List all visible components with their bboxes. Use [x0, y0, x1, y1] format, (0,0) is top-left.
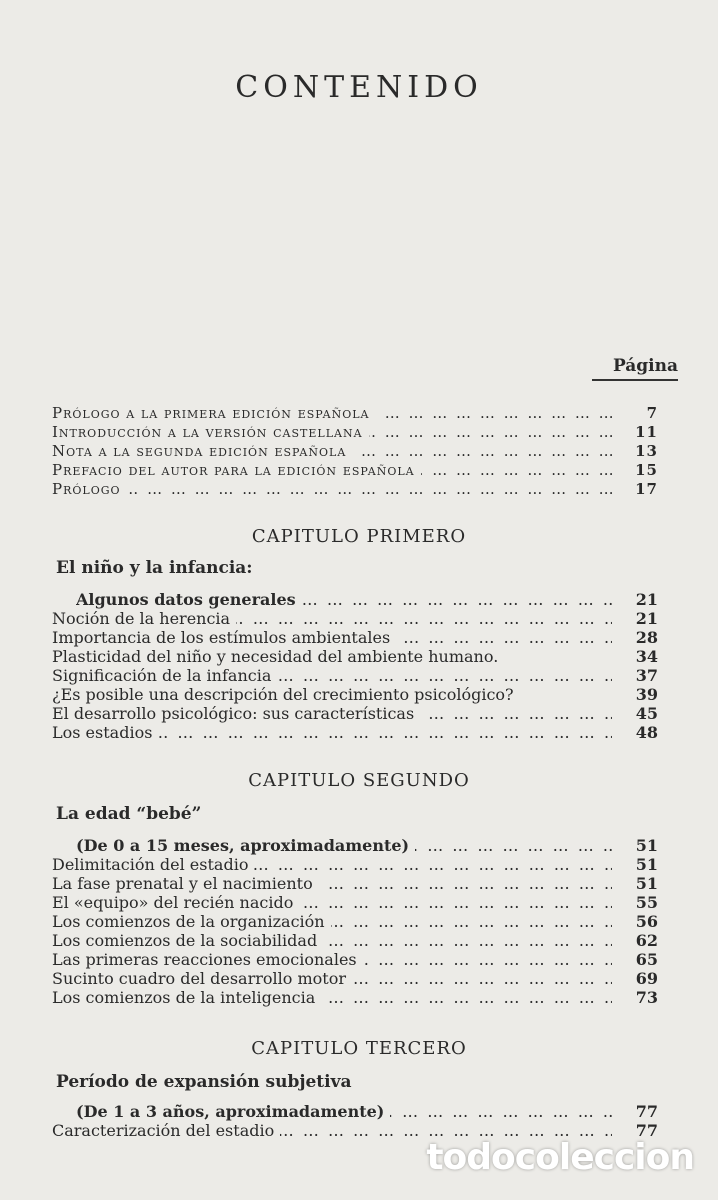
page-number: 69	[635, 969, 658, 988]
toc-entry: Las primeras reacciones emocionales … … … … … … … … … … … … … … … … … … … … … … … … … … … … … … … … 65	[52, 950, 658, 969]
toc-entry: La fase prenatal y el nacimiento … … … … … … … … … … … … … … … … … … … … … … … … … … … … … … … … 51	[52, 874, 658, 893]
page-number: 65	[635, 950, 658, 969]
page-number: 13	[635, 442, 658, 460]
page-number: 17	[635, 480, 658, 498]
toc-entry: Los estadios … … … … … … … … … … … … … … … … … … … … … … … … … … … … … … … … 48	[52, 723, 658, 742]
page-number: 48	[635, 723, 658, 742]
toc-entry: Significación de la infancia … … … … … … … … … … … … … … … … … … … … … … … … … … … … … … … … 37	[52, 666, 658, 685]
toc-subsection: (De 1 a 3 años, aproximadamente) … … … … … … … … … … … … … … … … … … … … … … … … … … … … … … … … 77	[52, 1102, 658, 1121]
page-number: 51	[635, 855, 658, 874]
page-number: 11	[635, 423, 658, 441]
chapter1-list	[52, 590, 658, 742]
page-number: 21	[635, 609, 658, 628]
page-number: 51	[635, 874, 658, 893]
page-number: 56	[635, 912, 658, 931]
toc-entry: El desarrollo psicológico: sus características … … … … … … … … … … … … … … … … … … … … … … … … … … … … … … … … 45	[52, 704, 658, 723]
watermark-logo: todocoleccion	[426, 1137, 694, 1178]
toc-entry: Los comienzos de la organización … … … … … … … … … … … … … … … … … … … … … … … … … … … … … … … … 56	[52, 912, 658, 931]
page-number: 62	[635, 931, 658, 950]
page-number: 37	[635, 666, 658, 685]
toc-entry: Sucinto cuadro del desarrollo motor … … … … … … … … … … … … … … … … … … … … … … … … … … … … … … … … 69	[52, 969, 658, 988]
page-number: 51	[635, 836, 658, 855]
toc-subsection: Algunos datos generales … … … … … … … … … … … … … … … … … … … … … … … … … … … … … … … … 21	[52, 590, 658, 609]
chapter2-list	[52, 836, 658, 1007]
page-number: 15	[635, 461, 658, 479]
toc-entry: Los comienzos de la sociabilidad … … … … … … … … … … … … … … … … … … … … … … … … … … … … … … … … 62	[52, 931, 658, 950]
page-number: 77	[635, 1102, 658, 1121]
chapter-heading: CAPITULO PRIMERO	[251, 526, 467, 547]
toc-entry: Plasticidad del niño y necesidad del ambiente humano. 34	[52, 647, 658, 666]
front-matter-list	[52, 404, 658, 499]
page-number: 45	[635, 704, 658, 723]
page-number: 7	[646, 404, 658, 422]
toc-entry: Caracterización del estadio … … … … … … … … … … … … … … … … … … … … … … … … … … … … … … … … 77	[52, 1121, 658, 1140]
toc-entry: Nota a la segunda edición española … … … … … … … … … … … … … … … … … … … … … … … … … … … … … … … … 13	[52, 442, 658, 461]
page-number: 28	[635, 628, 658, 647]
page-number: 34	[635, 647, 658, 666]
toc-entry: ¿Es posible una descripción del crecimiento psicológico? 39	[52, 685, 658, 704]
toc-entry: Prefacio del autor para la edición española … … … … … … … … … … … … … … … … … … … … … … … … … … … … … … … … 15	[52, 461, 658, 480]
toc-subsection: (De 0 a 15 meses, aproximadamente) … … … … … … … … … … … … … … … … … … … … … … … … … … … … … … … … 51	[52, 836, 658, 855]
page-number: 73	[635, 988, 658, 1007]
toc-entry: Noción de la herencia … … … … … … … … … … … … … … … … … … … … … … … … … … … … … … … … 21	[52, 609, 658, 628]
toc-entry: Delimitación del estadio … … … … … … … … … … … … … … … … … … … … … … … … … … … … … … … … 51	[52, 855, 658, 874]
chapter-heading: CAPITULO SEGUNDO	[248, 770, 470, 791]
toc-entry: Prólogo … … … … … … … … … … … … … … … … … … … … … … … … … … … … … … … … 17	[52, 480, 658, 499]
chapter3-list	[52, 1102, 658, 1140]
page-number: 55	[635, 893, 658, 912]
page-number: 39	[635, 685, 658, 704]
page-number: 77	[635, 1121, 658, 1140]
toc-entry: Importancia de los estímulos ambientales … … … … … … … … … … … … … … … … … … … … … … … … … … … … … … … … 28	[52, 628, 658, 647]
section-title: Período de expansión subjetiva	[56, 1072, 352, 1092]
page-number: 21	[635, 590, 658, 609]
chapter-heading: CAPITULO TERCERO	[251, 1038, 467, 1059]
toc-entry: El «equipo» del recién nacido … … … … … … … … … … … … … … … … … … … … … … … … … … … … … … … … 55	[52, 893, 658, 912]
toc-entry: Introducción a la versión castellana … … … … … … … … … … … … … … … … … … … … … … … … … … … … … … … … 11	[52, 423, 658, 442]
toc-entry: Los comienzos de la inteligencia … … … … … … … … … … … … … … … … … … … … … … … … … … … … … … … … 73	[52, 988, 658, 1007]
pagina-column-label: Página	[592, 356, 678, 381]
toc-entry: Prólogo a la primera edición española … … … … … … … … … … … … … … … … … … … … … … … … … … … … … … … … 7	[52, 404, 658, 423]
section-title: El niño y la infancia:	[56, 558, 253, 578]
page-title: CONTENIDO	[235, 70, 483, 105]
section-title: La edad “bebé”	[56, 804, 202, 824]
